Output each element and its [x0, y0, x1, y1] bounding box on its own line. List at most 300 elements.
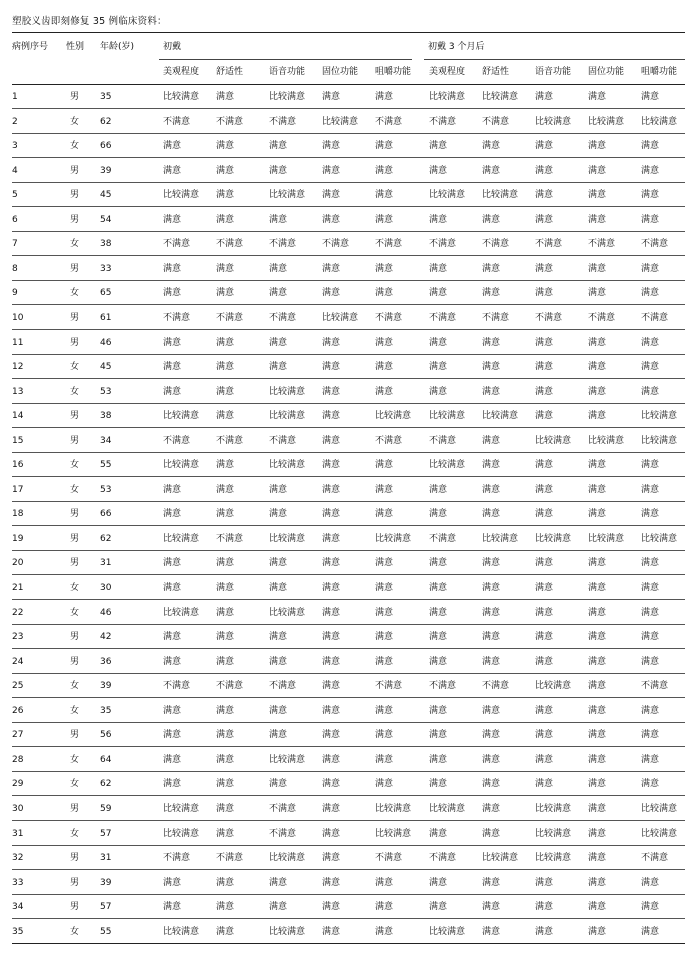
table-cell: 不满意 — [216, 681, 244, 692]
table-cell: 26 — [12, 705, 24, 716]
row-divider — [12, 329, 685, 330]
table-cell: 56 — [100, 730, 112, 741]
table-cell: 满意 — [588, 484, 607, 495]
table-cell: 满意 — [482, 705, 501, 716]
subheader-initial-comfort: 舒适性 — [216, 67, 244, 77]
table-cell: 满意 — [641, 165, 660, 176]
table-cell: 3 — [12, 141, 18, 152]
table-cell: 满意 — [535, 730, 554, 741]
table-cell: 满意 — [216, 632, 235, 643]
table-cell: 满意 — [375, 263, 394, 274]
table-cell: 33 — [100, 263, 112, 274]
table-cell: 35 — [100, 705, 112, 716]
table-cell: 满意 — [375, 877, 394, 888]
table-cell: 11 — [12, 337, 24, 348]
table-cell: 满意 — [163, 509, 182, 520]
table-cell: 满意 — [482, 509, 501, 520]
table-cell: 39 — [100, 681, 112, 692]
table-cell: 不满意 — [216, 853, 244, 864]
table-cell: 女 — [70, 583, 80, 593]
table-cell: 满意 — [269, 362, 288, 373]
table-cell: 满意 — [163, 165, 182, 176]
table-cell: 满意 — [269, 141, 288, 152]
table-cell: 满意 — [641, 877, 660, 888]
table-cell: 满意 — [375, 141, 394, 152]
table-cell: 满意 — [322, 730, 341, 741]
table-cell: 不满意 — [535, 239, 563, 250]
table-cell: 66 — [100, 509, 112, 520]
subheader-initial-mastication: 咀嚼功能 — [375, 67, 412, 77]
table-cell: 满意 — [375, 902, 394, 913]
table-cell: 7 — [12, 239, 18, 250]
table-cell: 不满意 — [269, 312, 297, 323]
table-cell: 比较满意 — [163, 190, 200, 201]
row-divider — [12, 108, 685, 109]
table-cell: 满意 — [322, 435, 341, 446]
table-cell: 61 — [100, 312, 112, 323]
row-divider — [12, 820, 685, 821]
table-cell: 满意 — [269, 214, 288, 225]
table-cell: 满意 — [588, 141, 607, 152]
table-cell: 满意 — [429, 632, 448, 643]
bottom-rule — [12, 943, 685, 944]
table-cell: 35 — [12, 926, 24, 937]
table-cell: 满意 — [429, 337, 448, 348]
table-cell: 满意 — [216, 165, 235, 176]
table-cell: 满意 — [641, 754, 660, 765]
table-cell: 满意 — [482, 386, 501, 397]
table-cell: 满意 — [429, 877, 448, 888]
table-cell: 满意 — [535, 190, 554, 201]
table-cell: 满意 — [641, 92, 660, 102]
table-cell: 女 — [70, 779, 80, 790]
table-cell: 满意 — [216, 288, 235, 299]
table-cell: 满意 — [641, 583, 660, 593]
table-cell: 比较满意 — [269, 926, 306, 937]
row-divider — [12, 354, 685, 355]
table-cell: 男 — [70, 533, 80, 544]
table-cell: 28 — [12, 754, 24, 765]
row-divider — [12, 182, 685, 183]
table-cell: 满意 — [429, 141, 448, 152]
table-cell: 满意 — [535, 509, 554, 520]
table-cell: 59 — [100, 803, 112, 814]
table-cell: 满意 — [429, 705, 448, 716]
table-cell: 满意 — [535, 214, 554, 225]
row-divider — [12, 795, 685, 796]
table-cell: 女 — [70, 705, 80, 716]
row-divider — [12, 157, 685, 158]
table-cell: 满意 — [588, 263, 607, 274]
table-cell: 满意 — [269, 484, 288, 495]
table-cell: 不满意 — [269, 435, 297, 446]
row-divider — [12, 133, 685, 134]
table-cell: 满意 — [641, 263, 660, 274]
table-cell: 64 — [100, 754, 112, 765]
row-divider — [12, 550, 685, 551]
row-divider — [12, 722, 685, 723]
table-cell: 满意 — [535, 92, 554, 102]
table-cell: 满意 — [482, 141, 501, 152]
table-cell: 女 — [70, 460, 80, 471]
table-cell: 满意 — [375, 632, 394, 643]
table-cell: 满意 — [429, 214, 448, 225]
header-age: 年龄(岁) — [100, 42, 135, 52]
table-cell: 18 — [12, 509, 24, 520]
table-cell: 满意 — [375, 583, 394, 593]
table-cell: 62 — [100, 779, 112, 790]
table-cell: 比较满意 — [535, 828, 572, 839]
table-cell: 满意 — [535, 411, 554, 422]
table-cell: 65 — [100, 288, 112, 299]
table-cell: 满意 — [375, 190, 394, 201]
table-cell: 满意 — [163, 558, 182, 569]
table-cell: 满意 — [216, 607, 235, 618]
table-cell: 不满意 — [429, 312, 457, 323]
table-cell: 满意 — [641, 607, 660, 618]
table-cell: 满意 — [216, 754, 235, 765]
table-cell: 满意 — [322, 828, 341, 839]
table-caption: 塑胶义齿即刻修复 35 例临床资料： — [12, 16, 167, 27]
table-cell: 满意 — [429, 509, 448, 520]
table-cell: 满意 — [375, 288, 394, 299]
table-cell: 满意 — [375, 509, 394, 520]
table-cell: 满意 — [322, 484, 341, 495]
table-cell: 不满意 — [163, 312, 191, 323]
table-cell: 满意 — [216, 656, 235, 667]
table-cell: 满意 — [482, 607, 501, 618]
table-cell: 满意 — [163, 141, 182, 152]
table-cell: 满意 — [269, 558, 288, 569]
table-cell: 62 — [100, 533, 112, 544]
row-divider — [12, 599, 685, 600]
table-cell: 男 — [70, 411, 80, 422]
table-cell: 男 — [70, 435, 80, 446]
table-cell: 31 — [12, 828, 24, 839]
table-cell: 满意 — [588, 607, 607, 618]
row-divider — [12, 452, 685, 453]
table-cell: 不满意 — [163, 435, 191, 446]
table-cell: 满意 — [482, 926, 501, 937]
table-cell: 满意 — [163, 902, 182, 913]
table-cell: 25 — [12, 681, 24, 692]
table-cell: 不满意 — [535, 312, 563, 323]
table-cell: 满意 — [535, 460, 554, 471]
table-cell: 满意 — [641, 705, 660, 716]
table-cell: 满意 — [322, 214, 341, 225]
table-cell: 满意 — [588, 386, 607, 397]
table-cell: 男 — [70, 263, 80, 274]
table-cell: 满意 — [269, 705, 288, 716]
table-cell: 34 — [100, 435, 112, 446]
table-cell: 满意 — [588, 165, 607, 176]
table-cell: 不满意 — [269, 239, 297, 250]
table-cell: 满意 — [322, 411, 341, 422]
table-cell: 满意 — [375, 754, 394, 765]
table-cell: 满意 — [588, 362, 607, 373]
table-cell: 满意 — [535, 558, 554, 569]
table-cell: 满意 — [163, 632, 182, 643]
row-divider — [12, 574, 685, 575]
table-cell: 男 — [70, 853, 80, 864]
subheader-initial-aesthetics: 美观程度 — [163, 67, 200, 77]
table-cell: 比较满意 — [375, 828, 412, 839]
table-cell: 满意 — [216, 779, 235, 790]
table-cell: 满意 — [535, 484, 554, 495]
group-3months-underline — [424, 59, 685, 60]
table-cell: 满意 — [482, 288, 501, 299]
table-cell: 4 — [12, 165, 18, 176]
table-cell: 男 — [70, 656, 80, 667]
table-cell: 满意 — [375, 362, 394, 373]
table-cell: 满意 — [482, 558, 501, 569]
table-cell: 满意 — [322, 362, 341, 373]
table-cell: 满意 — [588, 754, 607, 765]
table-cell: 满意 — [429, 656, 448, 667]
table-cell: 满意 — [588, 779, 607, 790]
table-cell: 满意 — [588, 632, 607, 643]
table-cell: 满意 — [429, 754, 448, 765]
table-cell: 31 — [100, 853, 112, 864]
header-sex: 性别 — [66, 42, 85, 52]
table-cell: 比较满意 — [163, 92, 200, 102]
table-cell: 不满意 — [482, 681, 510, 692]
row-divider — [12, 427, 685, 428]
table-cell: 46 — [100, 337, 112, 348]
table-cell: 男 — [70, 92, 80, 102]
table-cell: 满意 — [163, 362, 182, 373]
table-cell: 不满意 — [322, 239, 350, 250]
table-cell: 比较满意 — [163, 828, 200, 839]
table-cell: 比较满意 — [429, 411, 466, 422]
table-cell: 满意 — [163, 263, 182, 274]
table-cell: 不满意 — [429, 533, 457, 544]
table-cell: 满意 — [322, 92, 341, 102]
table-cell: 满意 — [641, 386, 660, 397]
table-cell: 满意 — [322, 583, 341, 593]
table-cell: 女 — [70, 362, 80, 373]
table-cell: 比较满意 — [535, 803, 572, 814]
table-cell: 满意 — [216, 411, 235, 422]
subheader-initial-retention: 固位功能 — [322, 67, 359, 77]
subheader-3months-mastication: 咀嚼功能 — [641, 67, 678, 77]
table-cell: 男 — [70, 509, 80, 520]
table-cell: 比较满意 — [269, 190, 306, 201]
table-cell: 比较满意 — [163, 926, 200, 937]
table-cell: 满意 — [322, 681, 341, 692]
table-cell: 满意 — [216, 828, 235, 839]
table-cell: 不满意 — [482, 116, 510, 127]
table-cell: 满意 — [322, 803, 341, 814]
table-cell: 满意 — [216, 803, 235, 814]
table-cell: 满意 — [322, 288, 341, 299]
table-cell: 不满意 — [375, 116, 403, 127]
table-cell: 满意 — [322, 386, 341, 397]
table-cell: 满意 — [322, 190, 341, 201]
table-cell: 满意 — [269, 509, 288, 520]
table-cell: 满意 — [588, 411, 607, 422]
table-cell: 24 — [12, 656, 24, 667]
table-cell: 不满意 — [375, 239, 403, 250]
table-cell: 不满意 — [482, 239, 510, 250]
table-cell: 31 — [100, 558, 112, 569]
table-cell: 满意 — [322, 460, 341, 471]
table-cell: 满意 — [482, 214, 501, 225]
table-cell: 满意 — [482, 263, 501, 274]
table-cell: 满意 — [482, 754, 501, 765]
row-divider — [12, 845, 685, 846]
table-cell: 满意 — [429, 386, 448, 397]
table-cell: 满意 — [216, 92, 235, 102]
table-cell: 满意 — [482, 632, 501, 643]
table-cell: 满意 — [588, 558, 607, 569]
table-cell: 66 — [100, 141, 112, 152]
table-cell: 满意 — [482, 362, 501, 373]
row-divider — [12, 869, 685, 870]
row-divider — [12, 403, 685, 404]
table-cell: 满意 — [375, 656, 394, 667]
table-cell: 满意 — [482, 484, 501, 495]
table-cell: 53 — [100, 386, 112, 397]
table-cell: 55 — [100, 926, 112, 937]
table-cell: 满意 — [641, 484, 660, 495]
table-cell: 比较满意 — [269, 754, 306, 765]
table-cell: 比较满意 — [375, 411, 412, 422]
table-cell: 满意 — [269, 656, 288, 667]
table-cell: 比较满意 — [163, 607, 200, 618]
table-cell: 满意 — [482, 656, 501, 667]
table-cell: 比较满意 — [322, 312, 359, 323]
table-cell: 男 — [70, 214, 80, 225]
table-cell: 满意 — [641, 926, 660, 937]
table-cell: 57 — [100, 902, 112, 913]
table-cell: 比较满意 — [482, 853, 519, 864]
table-cell: 满意 — [269, 902, 288, 913]
row-divider — [12, 624, 685, 625]
table-cell: 23 — [12, 632, 24, 643]
row-divider — [12, 894, 685, 895]
table-cell: 17 — [12, 484, 24, 495]
table-cell: 满意 — [588, 337, 607, 348]
table-cell: 男 — [70, 312, 80, 323]
table-cell: 不满意 — [429, 681, 457, 692]
table-cell: 满意 — [216, 362, 235, 373]
table-cell: 满意 — [588, 902, 607, 913]
table-cell: 比较满意 — [163, 411, 200, 422]
table-cell: 满意 — [269, 632, 288, 643]
table-cell: 满意 — [429, 828, 448, 839]
table-cell: 20 — [12, 558, 24, 569]
table-cell: 比较满意 — [269, 411, 306, 422]
table-cell: 满意 — [269, 337, 288, 348]
table-cell: 满意 — [216, 705, 235, 716]
table-cell: 满意 — [535, 362, 554, 373]
table-cell: 满意 — [322, 705, 341, 716]
table-cell: 比较满意 — [163, 460, 200, 471]
table-cell: 满意 — [535, 705, 554, 716]
table-cell: 满意 — [535, 165, 554, 176]
table-cell: 满意 — [375, 337, 394, 348]
row-divider — [12, 255, 685, 256]
table-cell: 比较满意 — [429, 926, 466, 937]
table-cell: 不满意 — [641, 681, 669, 692]
table-cell: 比较满意 — [641, 828, 678, 839]
table-cell: 满意 — [429, 263, 448, 274]
table-cell: 满意 — [375, 705, 394, 716]
table-cell: 满意 — [641, 362, 660, 373]
table-cell: 比较满意 — [641, 435, 678, 446]
table-cell: 满意 — [322, 558, 341, 569]
table-cell: 不满意 — [429, 853, 457, 864]
table-cell: 满意 — [482, 583, 501, 593]
table-cell: 满意 — [641, 337, 660, 348]
table-cell: 满意 — [163, 337, 182, 348]
table-cell: 满意 — [375, 730, 394, 741]
table-cell: 女 — [70, 828, 80, 839]
table-cell: 不满意 — [429, 116, 457, 127]
table-cell: 满意 — [535, 141, 554, 152]
table-cell: 满意 — [429, 902, 448, 913]
table-cell: 女 — [70, 288, 80, 299]
table-cell: 满意 — [322, 926, 341, 937]
table-cell: 22 — [12, 607, 24, 618]
table-cell: 比较满意 — [163, 533, 200, 544]
table-cell: 满意 — [641, 190, 660, 201]
table-cell: 比较满意 — [535, 116, 572, 127]
table-cell: 满意 — [535, 583, 554, 593]
table-cell: 比较满意 — [535, 435, 572, 446]
table-cell: 满意 — [588, 92, 607, 102]
table-cell: 女 — [70, 239, 80, 250]
table-cell: 不满意 — [429, 435, 457, 446]
table-cell: 满意 — [535, 607, 554, 618]
header-group-3months: 初戴 3 个月后 — [428, 42, 485, 52]
row-divider — [12, 476, 685, 477]
table-cell: 满意 — [641, 288, 660, 299]
table-cell: 14 — [12, 411, 24, 422]
table-cell: 满意 — [482, 877, 501, 888]
table-cell: 不满意 — [163, 116, 191, 127]
table-cell: 满意 — [322, 902, 341, 913]
table-cell: 满意 — [429, 484, 448, 495]
table-cell: 满意 — [588, 730, 607, 741]
table-cell: 满意 — [375, 460, 394, 471]
table-cell: 满意 — [216, 926, 235, 937]
subheader-3months-retention: 固位功能 — [588, 67, 625, 77]
table-cell: 满意 — [535, 754, 554, 765]
table-cell: 满意 — [535, 926, 554, 937]
table-cell: 不满意 — [216, 533, 244, 544]
table-cell: 满意 — [535, 877, 554, 888]
table-cell: 27 — [12, 730, 24, 741]
table-cell: 女 — [70, 607, 80, 618]
table-cell: 满意 — [535, 779, 554, 790]
table-cell: 不满意 — [216, 312, 244, 323]
table-cell: 满意 — [216, 263, 235, 274]
table-cell: 男 — [70, 190, 80, 201]
table-cell: 满意 — [216, 484, 235, 495]
table-cell: 62 — [100, 116, 112, 127]
table-cell: 比较满意 — [269, 92, 306, 102]
table-cell: 满意 — [429, 558, 448, 569]
table-cell: 满意 — [163, 779, 182, 790]
table-cell: 1 — [12, 92, 18, 102]
table-cell: 满意 — [588, 583, 607, 593]
table-cell: 满意 — [429, 730, 448, 741]
table-cell: 33 — [12, 877, 24, 888]
table-cell: 男 — [70, 337, 80, 348]
table-cell: 满意 — [641, 902, 660, 913]
